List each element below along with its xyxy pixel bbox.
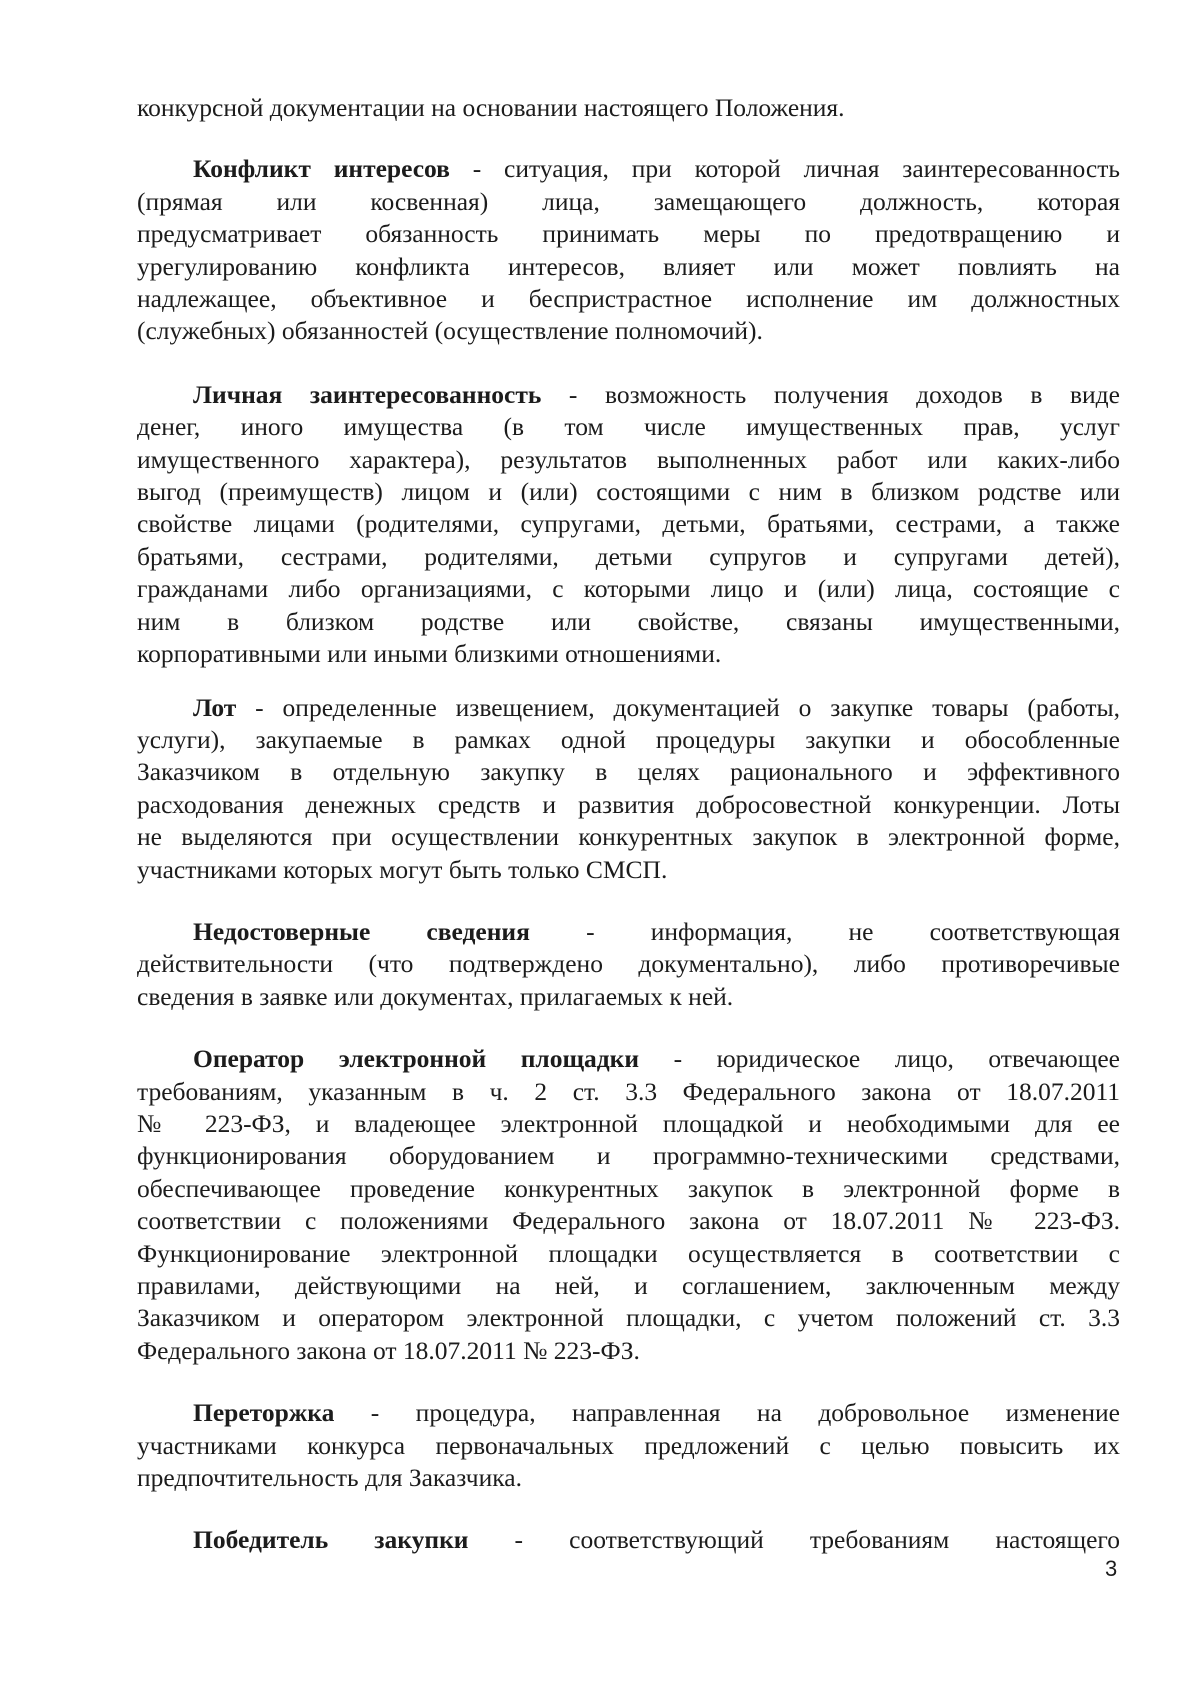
definition-text: - определенные извещением, документацией о закупке товары (работы,: [236, 692, 1120, 722]
definition-personal-interest: [137, 379, 1120, 671]
definition-line: (служебных) обязанностей (осуществление полномочий).: [137, 316, 763, 346]
definition-term: Оператор электронной площадки: [193, 1044, 640, 1074]
definition-conflict-of-interest: [137, 153, 1120, 347]
paragraph-gap: [137, 1013, 1120, 1043]
definition-term: Недостоверные сведения: [193, 916, 530, 946]
definition-first-line: [137, 1397, 1120, 1429]
definition-line: предпочтительность для Заказчика.: [137, 1463, 522, 1493]
definition-term: Победитель закупки: [193, 1525, 469, 1555]
definition-term: Конфликт интересов: [193, 154, 450, 184]
definition-first-line: [137, 1524, 1120, 1556]
definition-line: Функционирование электронной площадки осуществляется в соответствии с: [137, 1238, 1120, 1268]
definition-text: - процедура, направленная на добровольное изменение: [334, 1398, 1120, 1428]
definition-line: гражданами либо организациями, с которыми лицо и (или) лица, состоящие с: [137, 574, 1120, 604]
definition-text: - юридическое лицо, отвечающее: [639, 1044, 1120, 1074]
definition-first-line: [137, 153, 1120, 185]
paragraph-gap: [137, 1367, 1120, 1397]
definition-line: действительности (что подтверждено документально), либо противоречивые: [137, 949, 1120, 979]
document-body: [137, 92, 1120, 1557]
definition-line: Заказчиком и оператором электронной площадки, с учетом положений ст. 3.3: [137, 1303, 1120, 1333]
definition-line: имущественного характера), результатов выполненных работ или каких-либо: [137, 444, 1120, 474]
definition-line: урегулированию конфликта интересов, влияет или может повлиять на: [137, 251, 1120, 281]
definition-line: обеспечивающее проведение конкурентных закупок в электронной форме в: [137, 1173, 1120, 1203]
definition-first-line: [137, 379, 1120, 411]
paragraph-gap: [137, 348, 1120, 379]
definition-line: (прямая или косвенная) лица, замещающего должность, которая: [137, 186, 1120, 216]
definition-line: участниками которых могут быть только СМСП.: [137, 854, 668, 884]
definition-line: соответствии с положениями Федерального закона от 18.07.2011 № 223-ФЗ.: [137, 1206, 1120, 1236]
definition-term: Личная заинтересованность: [193, 379, 542, 409]
definition-line: участниками конкурса первоначальных предложений с целью повысить их: [137, 1430, 1120, 1460]
definition-lot: [137, 692, 1120, 886]
definition-line: № 223-ФЗ, и владеющее электронной площадкой и необходимыми для ее: [137, 1108, 1120, 1138]
paragraph-gap: [137, 671, 1120, 692]
definition-line: свойстве лицами (родителями, супругами, детьми, братьями, сестрами, а также: [137, 509, 1120, 539]
definition-platform-operator: [137, 1043, 1120, 1367]
definition-line: ним в близком родстве или свойстве, связаны имущественными,: [137, 606, 1120, 636]
page-number: 3: [1105, 1556, 1118, 1581]
definition-text: - соответствующий требованиям настоящего: [468, 1525, 1120, 1555]
definition-line: не выделяются при осуществлении конкурентных закупок в электронной форме,: [137, 822, 1120, 852]
definition-line: предусматривает обязанность принимать меры по предотвращению и: [137, 219, 1120, 249]
definition-line: функционирования оборудованием и программно-техническими средствами,: [137, 1141, 1120, 1171]
definition-term: Переторжка: [193, 1398, 335, 1428]
definition-text: - возможность получения доходов в виде: [541, 379, 1120, 409]
definition-line: надлежащее, объективное и беспристрастное исполнение им должностных: [137, 284, 1120, 314]
definition-line: Заказчиком в отдельную закупку в целях рационального и эффективного: [137, 757, 1120, 787]
definition-text: - ситуация, при которой личная заинтересованность: [449, 154, 1120, 184]
intro-paragraph: [137, 92, 1120, 124]
definition-procurement-winner: [137, 1524, 1120, 1556]
definition-line: выгод (преимуществ) лицом и (или) состоящими с ним в близком родстве или: [137, 477, 1120, 507]
definition-line: расходования денежных средств и развития добросовестной конкуренции. Лоты: [137, 789, 1120, 819]
definition-line: корпоративными или иными близкими отношениями.: [137, 639, 722, 669]
intro-line: конкурсной документации на основании настоящего Положения.: [137, 93, 845, 122]
definition-unreliable-information: [137, 916, 1120, 1013]
definition-line: требованиям, указанным в ч. 2 ст. 3.3 Федерального закона от 18.07.2011: [137, 1076, 1120, 1106]
definition-first-line: [137, 916, 1120, 948]
definition-line: денег, иного имущества (в том числе имущественных прав, услуг: [137, 412, 1120, 442]
paragraph-gap: [137, 1494, 1120, 1524]
definition-line: услуги), закупаемые в рамках одной процедуры закупки и обособленные: [137, 724, 1120, 754]
definition-line: Федерального закона от 18.07.2011 № 223-ФЗ.: [137, 1335, 640, 1365]
definition-first-line: [137, 692, 1120, 724]
definition-text: - информация, не соответствующая: [529, 916, 1120, 946]
definition-first-line: [137, 1043, 1120, 1075]
definition-rebidding: [137, 1397, 1120, 1494]
definition-line: правилами, действующими на ней, и соглашением, заключенным между: [137, 1271, 1120, 1300]
paragraph-gap: [137, 886, 1120, 916]
paragraph-gap: [137, 124, 1120, 153]
definition-line: братьями, сестрами, родителями, детьми супругов и супругами детей),: [137, 541, 1120, 571]
definition-term: Лот: [193, 692, 237, 722]
definition-line: сведения в заявке или документах, прилагаемых к ней.: [137, 981, 734, 1011]
